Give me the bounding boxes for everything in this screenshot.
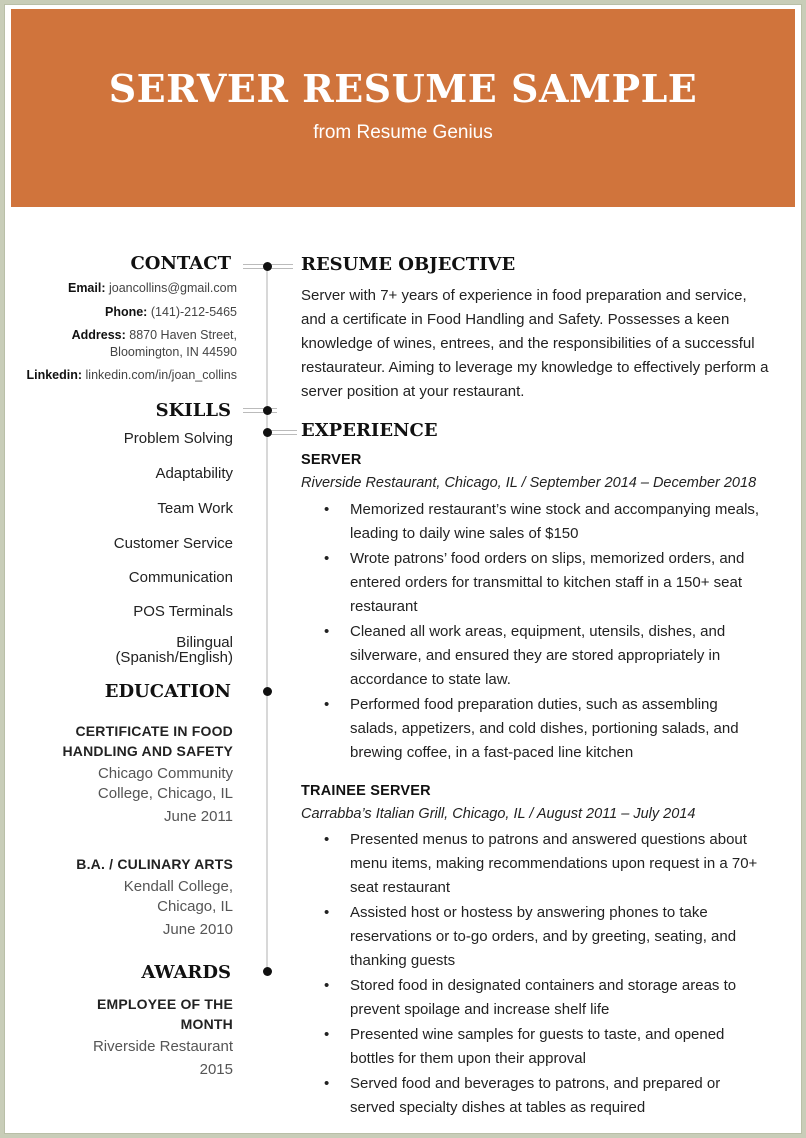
award-title [97,994,233,1034]
award-year: 2015 [199,1061,233,1078]
bullet-dot-icon: • [324,696,330,713]
award-title-line: MONTH [180,1016,233,1032]
contact-address-label: Address: [71,328,126,342]
contact-email-value: joancollins@gmail.com [108,281,237,295]
education-school: College, Chicago, IL [97,785,233,802]
bullet-dot-icon: • [324,831,330,848]
skill-item: Customer Service [113,535,233,552]
bullet-dot-icon: • [324,977,330,994]
bullet-text: Assisted host or hostess by answering phones to take reservations or to-go orders, and by greeting, seating, and thanking guests [350,904,737,969]
objective-text: Server with 7+ years of experience in food preparation and service, and a certificate in Food Handling and Safety. Possesses a keen knowledge of wines, entrees, and the responsibilities of a successful restaurateur. Aiming to leverage my knowledge to effectively perform a server position at your restaurant. [301,287,769,400]
award-title-line: EMPLOYEE OF THE [96,996,233,1012]
education-year: June 2010 [162,921,233,938]
bullet-dot-icon: • [324,904,330,921]
job-bullet-list [301,828,765,1121]
award-place: Riverside Restaurant [92,1038,233,1055]
education-degree-title: B.A. / CULINARY ARTS [76,856,233,872]
contact-linkedin-value: linkedin.com/in/joan_collins [85,368,237,382]
resume-page [4,4,802,1134]
education-degree-title-line: HANDLING AND SAFETY [62,743,233,759]
education-school: Chicago Community [97,765,233,782]
bullet-dot-icon: • [324,623,330,640]
bullet-text: Presented menus to patrons and answered questions about menu items, making recommendations upon request in a 70+ seat restaurant [350,831,758,896]
job-title: SERVER [301,452,362,468]
contact-heading: CONTACT [130,253,231,274]
page-title: SERVER RESUME SAMPLE [108,66,698,111]
header-banner [11,9,795,207]
skill-item: POS Terminals [133,603,233,620]
contact-address-value-2: Bloomington, IN 44590 [109,345,237,359]
contact-address-value: 8870 Haven Street, [129,328,237,342]
bullet-text: Performed food preparation duties, such as assembling salads, appetizers, and cold dishes, portioning salads, and brewing coffee, in a fast-paced line kitchen [350,696,739,761]
objective-heading: RESUME OBJECTIVE [301,254,516,275]
bullet-dot-icon: • [324,550,330,567]
bullet-text: Wrote patrons’ food orders on slips, memorized orders, and entered orders for transmittal to kitchen staff in a 150+ seat restaurant [350,550,745,615]
skill-item: Adaptability [155,465,233,482]
bullet-dot-icon: • [324,501,330,518]
education-school: Kendall College, [123,878,233,895]
job-title: TRAINEE SERVER [301,783,431,799]
list-item [301,828,765,900]
list-item [301,498,765,546]
awards-heading: AWARDS [141,962,231,983]
education-degree-title-line: CERTIFICATE IN FOOD [75,723,233,739]
job-bullet-list [301,498,765,766]
skill-item: Communication [128,569,233,586]
contact-address [72,327,237,361]
list-item [301,901,765,973]
contact-phone-label: Phone: [104,305,148,319]
skill-item: (Spanish/English) [115,649,233,666]
bullet-text: Stored food in designated containers and storage areas to prevent spoilage and increase shelf life [350,977,737,1018]
education-heading: EDUCATION [104,681,231,702]
bullet-dot-icon: • [324,1026,330,1043]
skills-heading: SKILLS [155,400,231,421]
contact-linkedin-label: Linkedin: [26,368,83,382]
education-degree-title [62,721,233,761]
bullet-text: Served food and beverages to patrons, and prepared or served specialty dishes at tables as required [350,1075,721,1116]
list-item [301,1072,765,1120]
skill-item: Problem Solving [123,430,233,447]
bullet-text: Memorized restaurant’s wine stock and accompanying meals, leading to daily wine sales of $150 [350,501,760,542]
bullet-text: Presented wine samples for guests to taste, and opened bottles for them upon their approval [350,1026,725,1067]
list-item [301,1023,765,1071]
contact-email-label: Email: [67,281,106,295]
contact-phone [105,304,237,321]
bullet-dot-icon: • [324,1075,330,1092]
list-item [301,547,765,619]
contact-email [68,280,237,297]
contact-linkedin [26,367,237,384]
skill-item: Bilingual [176,634,233,651]
job-employer-dates: Riverside Restaurant, Chicago, IL / September 2014 – December 2018 [301,475,757,491]
list-item [301,620,765,692]
education-year: June 2011 [164,808,233,825]
page-subtitle: from Resume Genius [313,122,493,143]
job-employer-dates: Carrabba’s Italian Grill, Chicago, IL / August 2011 – July 2014 [301,806,696,822]
timeline-line [266,263,268,975]
skill-item: Team Work [157,500,233,517]
education-school: Chicago, IL [157,898,233,915]
contact-phone-value: (141)-212-5465 [150,305,237,319]
list-item [301,693,765,765]
experience-heading: EXPERIENCE [301,420,438,441]
bullet-text: Cleaned all work areas, equipment, utensils, dishes, and silverware, and ensured they are stored appropriately in accordance to state law. [350,623,726,688]
list-item [301,974,765,1022]
